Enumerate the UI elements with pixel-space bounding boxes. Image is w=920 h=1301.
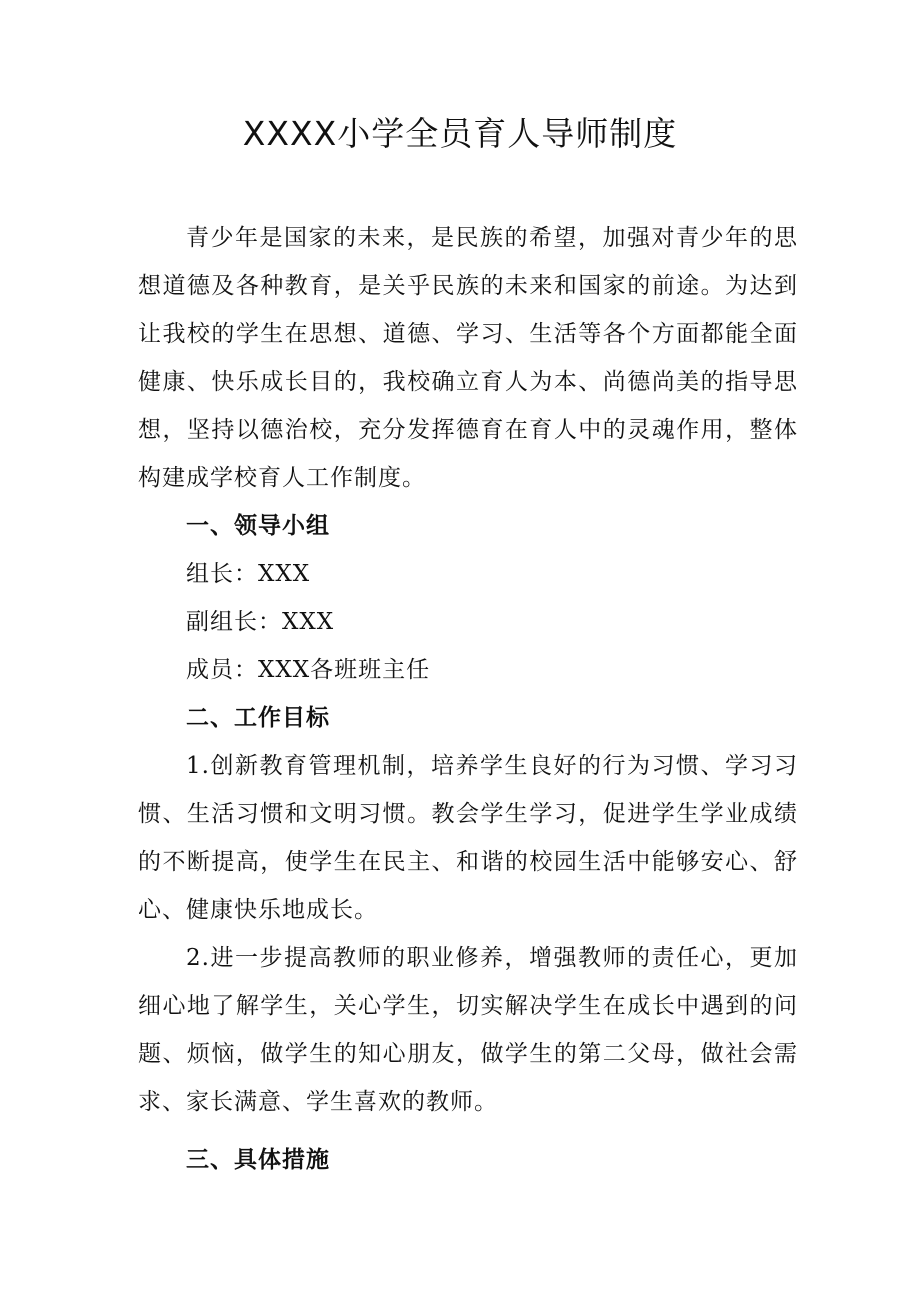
goal-item-2-text: 2.进一步提高教师的职业修养，增强教师的责任心，更加细心地了解学生，关心学生，切实解决学生在成长中遇到的问题、烦恼，做学生的知心朋友，做学生的第二父母，做社会需求、家长满意、学生喜欢的教师。 bbox=[138, 945, 798, 1115]
section-heading-goals: 二、工作目标 bbox=[186, 705, 330, 731]
deputy-leader-line: 副组长：XXX bbox=[186, 609, 335, 635]
goal-item-2 bbox=[138, 934, 798, 1126]
intro-paragraph bbox=[138, 214, 798, 502]
document-title: XXXX小学全员育人导师制度 bbox=[242, 114, 678, 153]
section-heading-measures: 三、具体措施 bbox=[186, 1147, 330, 1173]
intro-text: 青少年是国家的未来，是民族的希望，加强对青少年的思想道德及各种教育，是关乎民族的未来和国家的前途。为达到让我校的学生在思想、道德、学习、生活等各个方面都能全面健康、快乐成长目的，我校确立育人为本、尚德尚美的指导思想，坚持以德治校，充分发挥德育在育人中的灵魂作用，整体构建成学校育人工作制度。 bbox=[138, 225, 798, 491]
goal-item-1-text: 1.创新教育管理机制，培养学生良好的行为习惯、学习习惯、生活习惯和文明习惯。教会学生学习，促进学生学业成绩的不断提高，使学生在民主、和谐的校园生活中能够安心、舒心、健康快乐地成长。 bbox=[138, 753, 798, 923]
leader-line: 组长：XXX bbox=[186, 561, 311, 587]
section-heading-leadership: 一、领导小组 bbox=[186, 513, 330, 539]
members-line: 成员：XXX各班班主任 bbox=[186, 657, 431, 683]
goal-item-1 bbox=[138, 742, 798, 934]
